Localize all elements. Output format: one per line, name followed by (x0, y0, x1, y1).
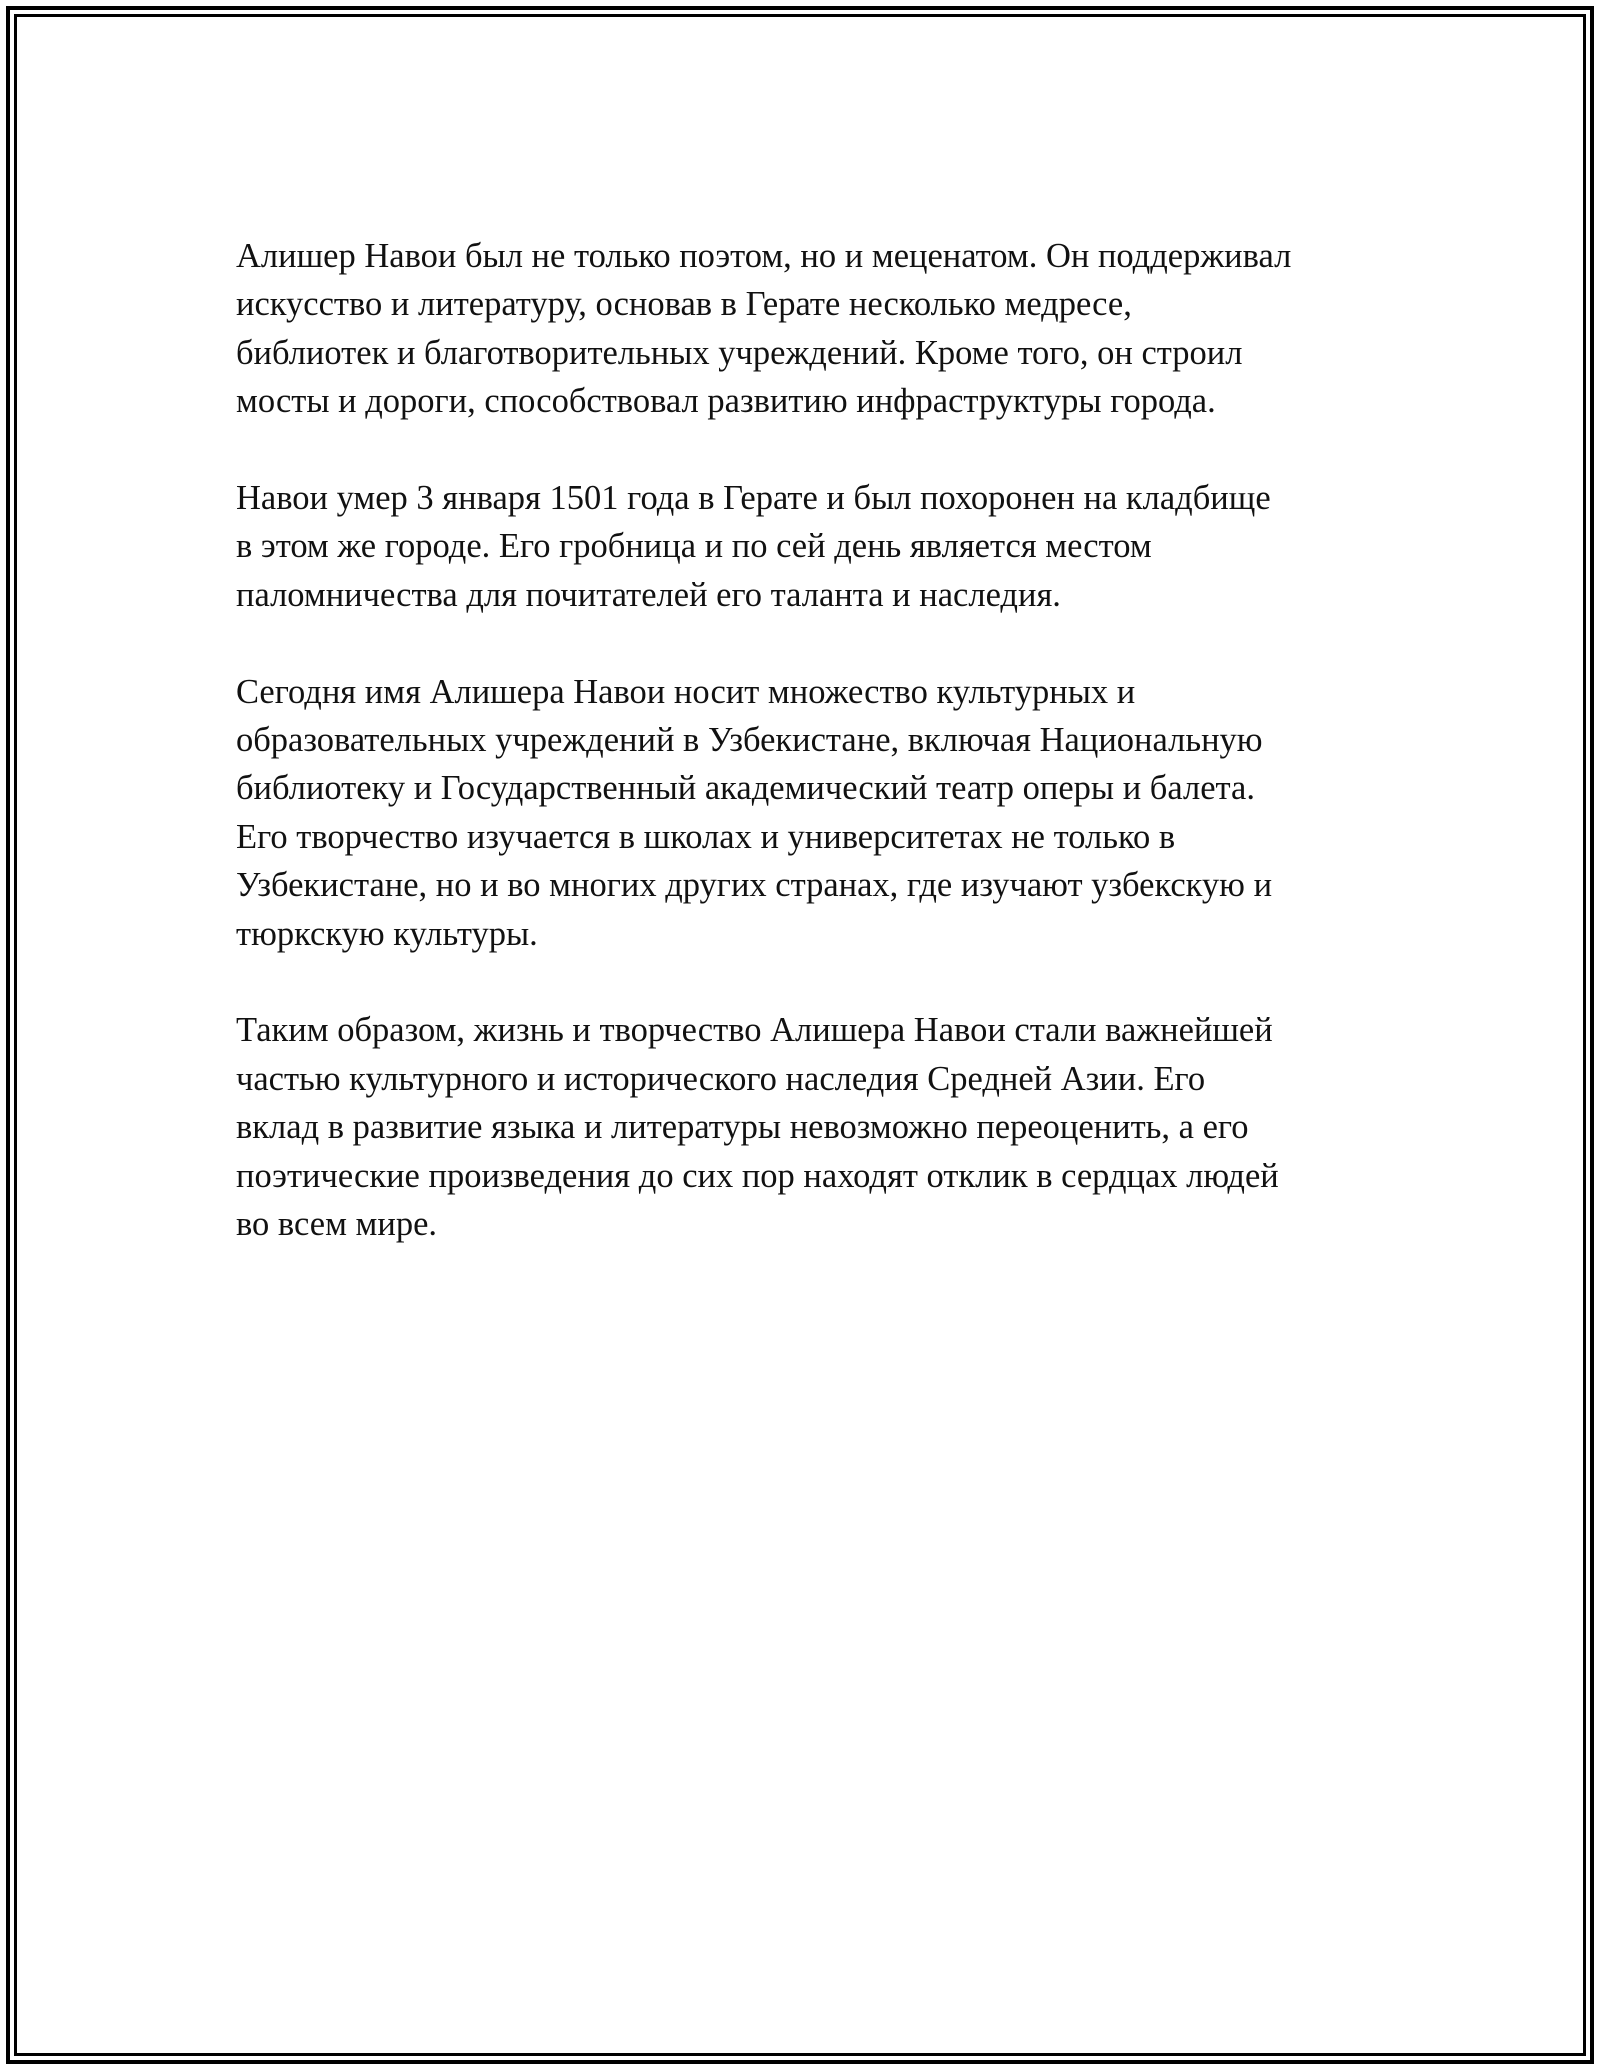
text-line: частью культурного и исторического наследия Средней Азии. Его (236, 1059, 1206, 1098)
text-line: в этом же городе. Его гробница и по сей день является местом (236, 527, 1152, 566)
document-body (236, 232, 1396, 1297)
text-line: образовательных учреждений в Узбекистане, включая Национальную (236, 721, 1263, 760)
text-line: мосты и дороги, способствовал развитию инфраструктуры города. (236, 382, 1216, 421)
text-line: тюркскую культуры. (236, 914, 538, 953)
text-line: библиотек и благотворительных учреждений. Кроме того, он строил (236, 333, 1243, 372)
paragraph-3 (236, 668, 1396, 958)
text-line: Алишер Навои был не только поэтом, но и меценатом. Он поддерживал (236, 237, 1292, 275)
text-line: во всем мире. (236, 1205, 438, 1244)
text-line: паломничества для почитателей его таланта и наследия. (236, 575, 1061, 614)
paragraph-4 (236, 1006, 1396, 1248)
text-line: библиотеку и Государственный академический театр оперы и балета. (236, 769, 1255, 808)
text-line: Узбекистане, но и во многих других странах, где изучают узбекскую и (236, 866, 1273, 905)
text-line: вклад в развитие языка и литературы невозможно переоценить, а его (236, 1108, 1249, 1147)
paragraph-1 (236, 232, 1396, 426)
text-line: Его творчество изучается в школах и университетах не только в (236, 817, 1176, 856)
paragraph-2 (236, 474, 1396, 619)
text-line: искусство и литературу, основав в Герате несколько медресе, (236, 285, 1132, 324)
text-line: Навои умер 3 января 1501 года в Герате и был похоронен на кладбище (236, 479, 1271, 518)
text-line: поэтические произведения до сих пор находят отклик в сердцах людей (236, 1156, 1279, 1195)
text-line: Сегодня имя Алишера Навои носит множество культурных и (236, 672, 1136, 711)
text-line: Таким образом, жизнь и творчество Алишера Навои стали важнейшей (236, 1011, 1273, 1050)
